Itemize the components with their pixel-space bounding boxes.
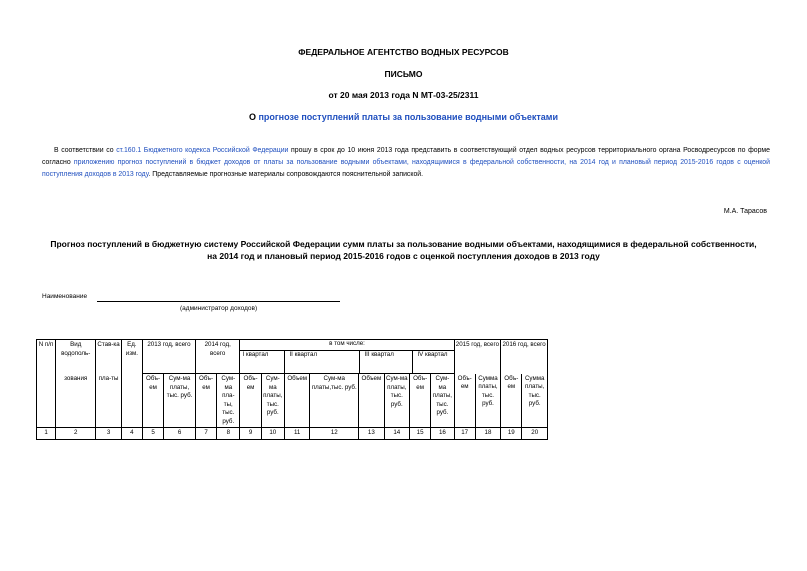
forecast-table: [36, 339, 548, 440]
sub-obem-q4: Объ-ем: [410, 374, 431, 428]
col-number: 9: [240, 428, 261, 440]
col-number: 6: [164, 428, 196, 440]
sub-summa-q1: Сум-ма платы, тыс. руб.: [261, 374, 284, 428]
col-number: 18: [475, 428, 500, 440]
header-q4: IV квартал: [417, 351, 448, 358]
header-ed: Ед. изм.: [121, 340, 142, 374]
sub-summa-2013: Сум-ма платы, тыс. руб.: [164, 374, 196, 428]
appendix-link[interactable]: приложению прогноз поступлений в бюджет доходов от платы за пользование водными объектами, находящимися в федеральной собственности, на 2014 год и плановый период 2015-2016 годов с оценкой поступления доходов в 2013 году: [42, 159, 770, 178]
sub-obem-q2: Объем: [284, 374, 309, 428]
header-q3: III квартал: [360, 351, 413, 373]
header-incl: в том числе:: [240, 340, 453, 351]
col-number: 2: [56, 428, 96, 440]
sub-obem-q3: Объем: [359, 374, 384, 428]
col-number: 19: [501, 428, 522, 440]
col-number: 12: [310, 428, 359, 440]
sub-obem-2014: Объ-ем: [195, 374, 216, 428]
form-title: Прогноз поступлений в бюджетную систему Российской Федерации сумм платы за пользование водными объектами, находящимися в федеральной собственности, на 2014 год и плановый период 2015-2016 годов с оценкой поступления доходов в 2013 году: [50, 239, 757, 261]
sub-summa-q3: Сум-ма платы, тыс. руб.: [384, 374, 409, 428]
header-incl-group: [240, 340, 454, 374]
col-number: 17: [454, 428, 475, 440]
sub-summa-q4: Сум-ма платы, тыс. руб.: [431, 374, 454, 428]
name-label: Наименование: [42, 293, 88, 300]
sub-summa-2015: Сумма платы, тыс. руб.: [475, 374, 500, 428]
col-number: 15: [410, 428, 431, 440]
col-number: 8: [217, 428, 240, 440]
signature: М.А. Тарасов: [723, 208, 767, 215]
header-vid-cont: зования: [56, 374, 96, 428]
col-number: 10: [261, 428, 284, 440]
header-ed-cont: [121, 374, 142, 428]
col-number: 14: [384, 428, 409, 440]
agency-name: ФЕДЕРАЛЬНОЕ АГЕНТСТВО ВОДНЫХ РЕСУРСОВ: [298, 47, 509, 57]
sub-obem-2015: Объ-ем: [454, 374, 475, 428]
sub-summa-2016: Сумма платы, тыс. руб.: [522, 374, 548, 428]
sub-obem-2013: Объ-ем: [142, 374, 163, 428]
budget-code-link[interactable]: ст.160.1 Бюджетного кодекса Российской Федерации: [116, 147, 289, 154]
sub-obem-2016: Объ-ем: [501, 374, 522, 428]
name-sublabel: (администратор доходов): [180, 305, 258, 312]
col-number: 7: [195, 428, 216, 440]
col-number: 5: [142, 428, 163, 440]
header-n-cont: [37, 374, 56, 428]
header-n: N п/п: [37, 340, 56, 374]
body-text-1: В соответствии со: [54, 147, 117, 154]
subject-prefix: О: [248, 112, 259, 122]
header-stavka-cont: пла-ты: [96, 374, 121, 428]
col-number: 1: [37, 428, 56, 440]
document-type: ПИСЬМО: [384, 69, 423, 79]
quarter-row: [240, 351, 453, 373]
body-text-2: прошу в срок до 10 июня 2013 года представить в соответствующий отдел водных ресурсов территориального органа Росводресурсов по форме согласно: [42, 147, 770, 166]
header-2016: 2016 год, всего: [501, 340, 548, 374]
col-number: 16: [431, 428, 454, 440]
subject-link[interactable]: прогнозе поступлений платы за пользование водными объектами: [258, 112, 559, 122]
col-number: 3: [96, 428, 121, 440]
header-2013: 2013 год, всего: [142, 340, 195, 374]
header-q1: I квартал: [240, 351, 285, 373]
col-number: 13: [359, 428, 384, 440]
name-field-line: [97, 301, 340, 302]
header-stavka: Став-ка: [96, 340, 121, 374]
header-q2: II квартал: [285, 351, 360, 373]
document-subject: [0, 112, 807, 122]
sub-obem-q1: Объ-ем: [240, 374, 261, 428]
body-text-3: . Представляемые прогнозные материалы сопровождаются пояснительной запиской.: [148, 171, 424, 178]
header-2015: 2015 год, всего: [454, 340, 501, 374]
col-number: 20: [522, 428, 548, 440]
col-number: 4: [121, 428, 142, 440]
body-paragraph: [42, 145, 770, 181]
sub-summa-2014: Сум-ма пла-ты, тыс. руб.: [217, 374, 240, 428]
col-number: 11: [284, 428, 309, 440]
document-date: от 20 мая 2013 года N МТ-03-25/2311: [328, 90, 479, 100]
sub-summa-q2: Сум-ма платы,тыс. руб.: [310, 374, 359, 428]
header-2014: 2014 год, всего: [195, 340, 240, 374]
header-vid: Вид водополь-: [56, 340, 96, 374]
